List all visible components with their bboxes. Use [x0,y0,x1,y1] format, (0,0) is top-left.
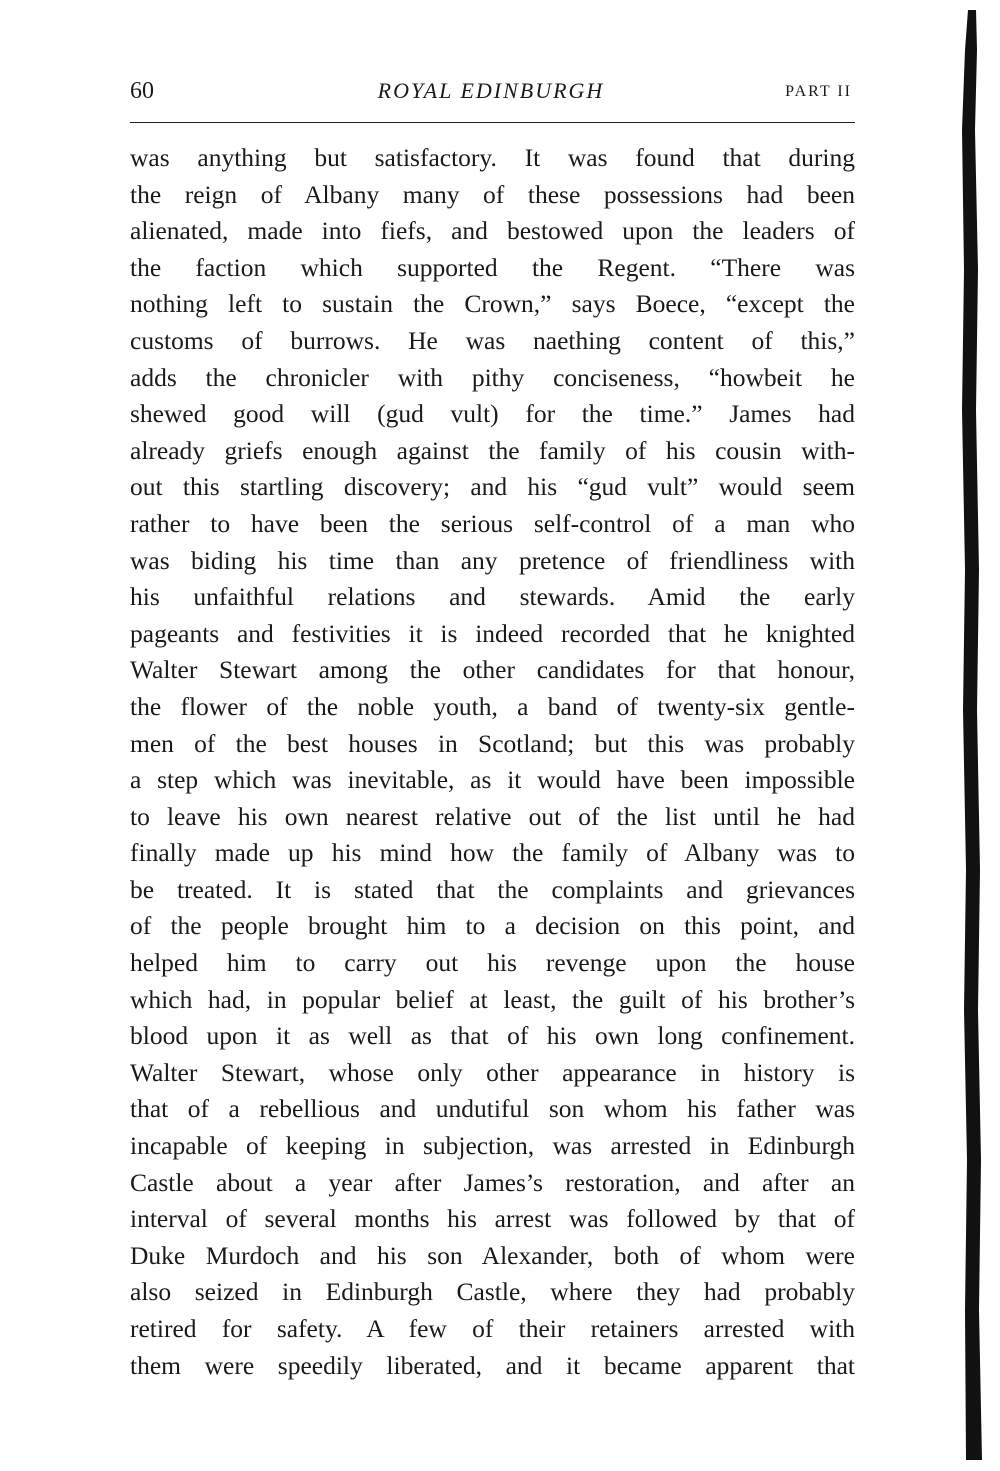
text-line: shewed good will (gud vult) for the time.” James had [130,399,855,429]
page-binding-edge [962,10,984,1460]
text-line: incapable of keeping in subjection, was arrested in Edinburgh [130,1131,855,1161]
text-line: nothing left to sustain the Crown,” says Boece, “except the [130,289,855,319]
text-line: the faction which supported the Regent. “There was [130,252,855,282]
text-line: of the people brought him to a decision on this point, and [130,911,855,941]
text-line: Walter Stewart, whose only other appearance in history is [130,1057,855,1087]
text-line: interval of several months his arrest was followed by that of [130,1204,855,1234]
text-line: his unfaithful relations and stewards. Amid the early [130,582,855,612]
text-line: that of a rebellious and undutiful son whom his father was [130,1094,855,1124]
running-title: ROYAL EDINBURGH [377,78,605,103]
text-line: alienated, made into fiefs, and bestowed upon the leaders of [130,216,855,246]
text-line: was biding his time than any pretence of friendliness with [130,545,855,575]
text-line: finally made up his mind how the family of Albany was to [130,838,855,868]
text-line: retired for safety. A few of their retainers arrested with [130,1314,855,1343]
text-line: men of the best houses in Scotland; but this was probably [130,728,855,758]
text-line: be treated. It is stated that the complaints and grievances [130,874,855,904]
body-text [130,140,855,1384]
header-rule [130,122,855,123]
text-line: which had, in popular belief at least, the guilt of his brother’s [130,984,855,1014]
text-line: rather to have been the serious self-control of a man who [130,508,855,538]
page-header [130,74,852,108]
text-line: customs of burrows. He was naething content of this,” [130,325,855,355]
text-line: already griefs enough against the family of his cousin with- [130,435,855,465]
text-line: the reign of Albany many of these possessions had been [130,179,855,209]
text-line: a step which was inevitable, as it would have been impossible [130,765,855,795]
text-line: helped him to carry out his revenge upon the house [130,948,855,978]
text-line: was anything but satisfactory. It was found that during [130,143,855,172]
text-line: to leave his own nearest relative out of the list until he had [130,801,855,831]
text-line: pageants and festivities it is indeed recorded that he knighted [130,618,855,648]
text-line: also seized in Edinburgh Castle, where they had probably [130,1277,855,1307]
text-line: Castle about a year after James’s restoration, and after an [130,1167,855,1197]
text-line: out this startling discovery; and his “gud vult” would seem [130,472,855,502]
part-label: PART II [785,83,852,100]
text-line: them were speedily liberated, and it became apparent that [130,1350,855,1380]
text-line: blood upon it as well as that of his own long confinement. [130,1021,855,1051]
text-line: the flower of the noble youth, a band of twenty-six gentle- [130,691,855,721]
text-line: adds the chronicler with pithy conciseness, “howbeit he [130,362,855,392]
text-line: Duke Murdoch and his son Alexander, both of whom were [130,1240,855,1270]
text-line: Walter Stewart among the other candidates for that honour, [130,655,855,685]
page-number: 60 [130,78,154,104]
